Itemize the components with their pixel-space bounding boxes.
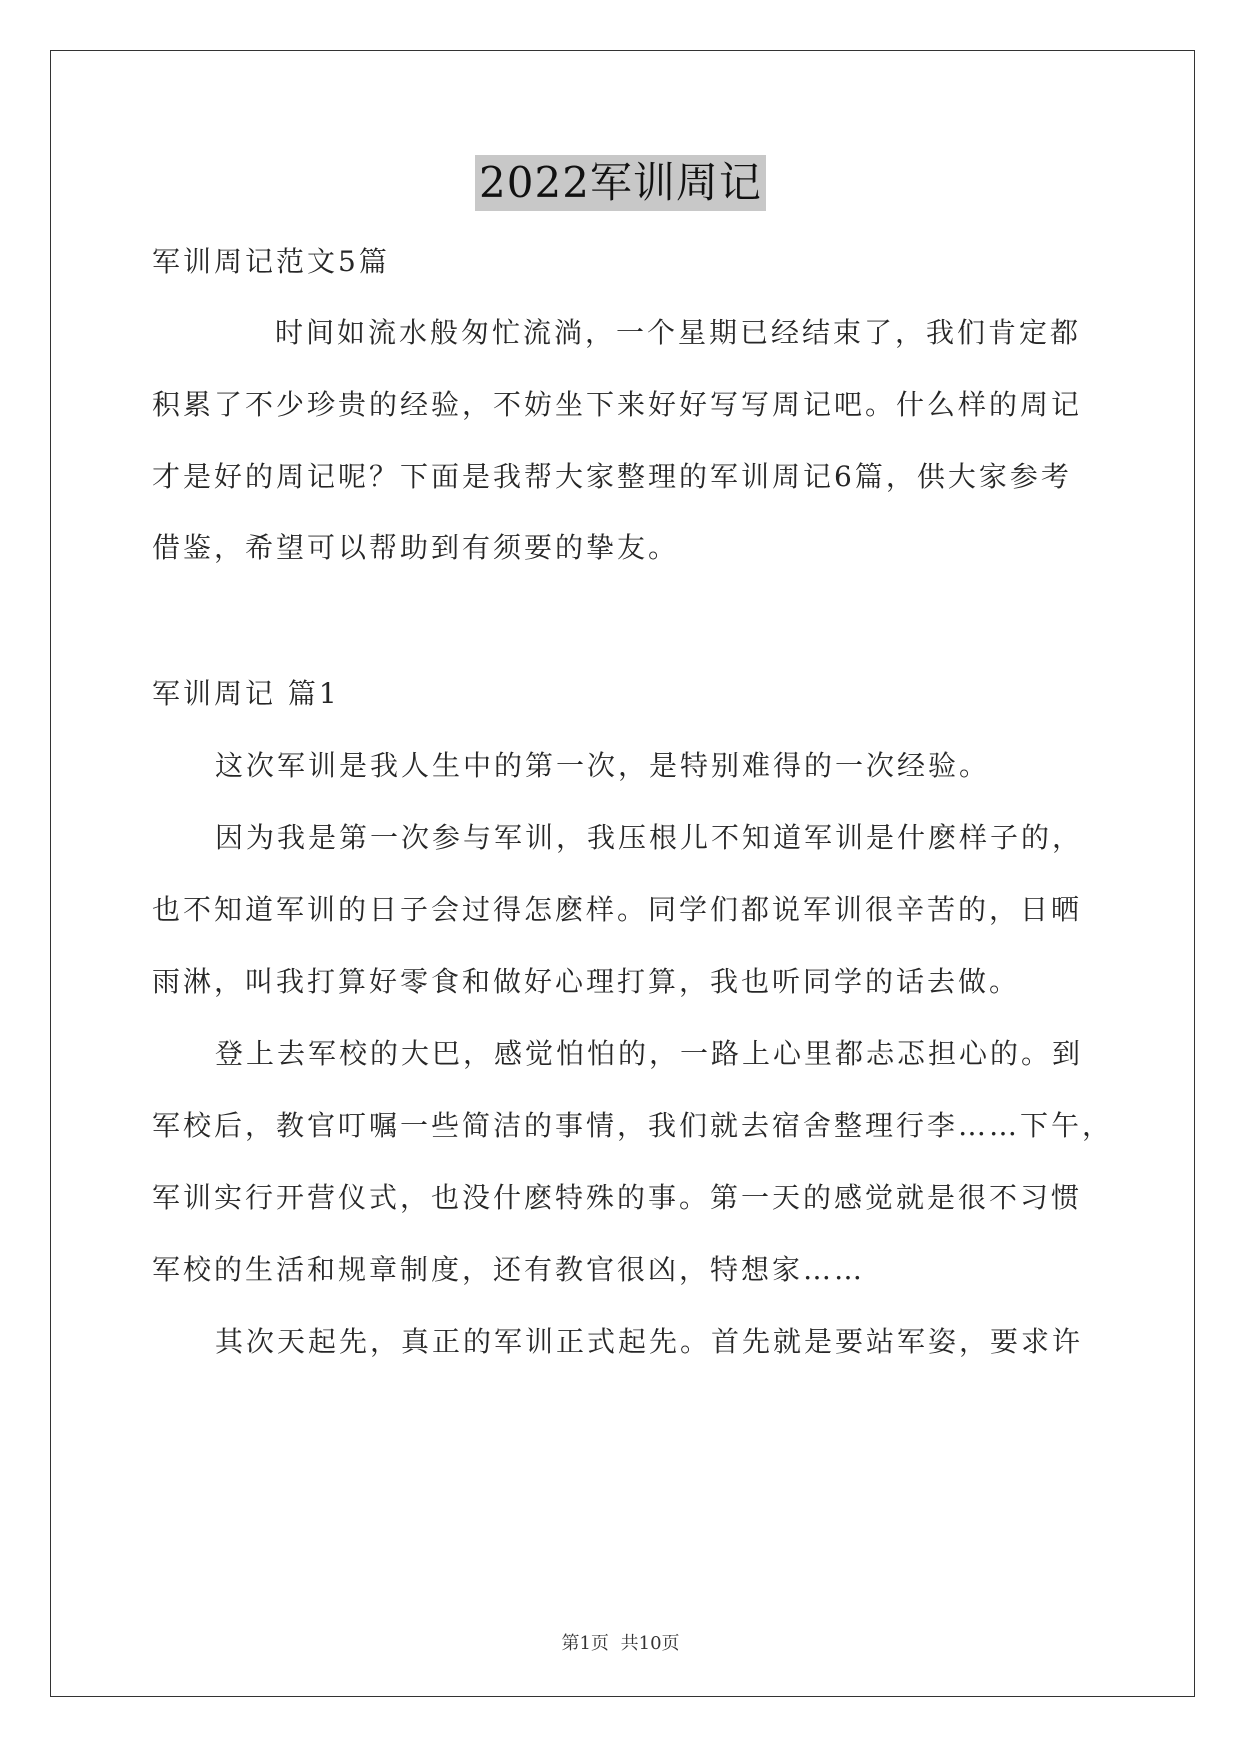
paragraph-line: 积累了不少珍贵的经验，不妨坐下来好好写写周记吧。什么样的周记 xyxy=(152,388,1083,421)
page-number-footer: 第1页 共10页 xyxy=(561,1633,680,1654)
section-heading: 军训周记 篇1 xyxy=(152,677,340,710)
title-container xyxy=(0,155,1241,211)
paragraph-line: 借鉴，希望可以帮助到有须要的挚友。 xyxy=(152,531,680,564)
document-title: 2022军训周记 xyxy=(475,155,766,211)
paragraph-line: 军校后，教官叮嘱一些简洁的事情，我们就去宿舍整理行李……下午， xyxy=(152,1109,1114,1142)
paragraph-line: 才是好的周记呢？下面是我帮大家整理的军训周记6篇，供大家参考 xyxy=(152,460,1072,493)
paragraph-line: 因为我是第一次参与军训，我压根儿不知道军训是什麽样子的， xyxy=(215,821,1084,854)
page-border xyxy=(50,50,1195,1697)
paragraph-line: 也不知道军训的日子会过得怎麽样。同学们都说军训很辛苦的，日晒 xyxy=(152,893,1083,926)
paragraph-line: 时间如流水般匆忙流淌，一个星期已经结束了，我们肯定都 xyxy=(275,316,1082,349)
paragraph-line: 军校的生活和规章制度，还有教官很凶，特想家…… xyxy=(152,1253,866,1286)
paragraph-line: 登上去军校的大巴，感觉怕怕的，一路上心里都忐忑担心的。到 xyxy=(215,1037,1084,1070)
subtitle-line: 军训周记范文5篇 xyxy=(152,245,390,278)
paragraph-line: 其次天起先，真正的军训正式起先。首先就是要站军姿，要求许 xyxy=(215,1325,1084,1358)
paragraph-line: 军训实行开营仪式，也没什麽特殊的事。第一天的感觉就是很不习惯 xyxy=(152,1181,1083,1214)
paragraph-line: 雨淋，叫我打算好零食和做好心理打算，我也听同学的话去做。 xyxy=(152,965,1021,998)
paragraph-line: 这次军训是我人生中的第一次，是特别难得的一次经验。 xyxy=(215,749,991,782)
